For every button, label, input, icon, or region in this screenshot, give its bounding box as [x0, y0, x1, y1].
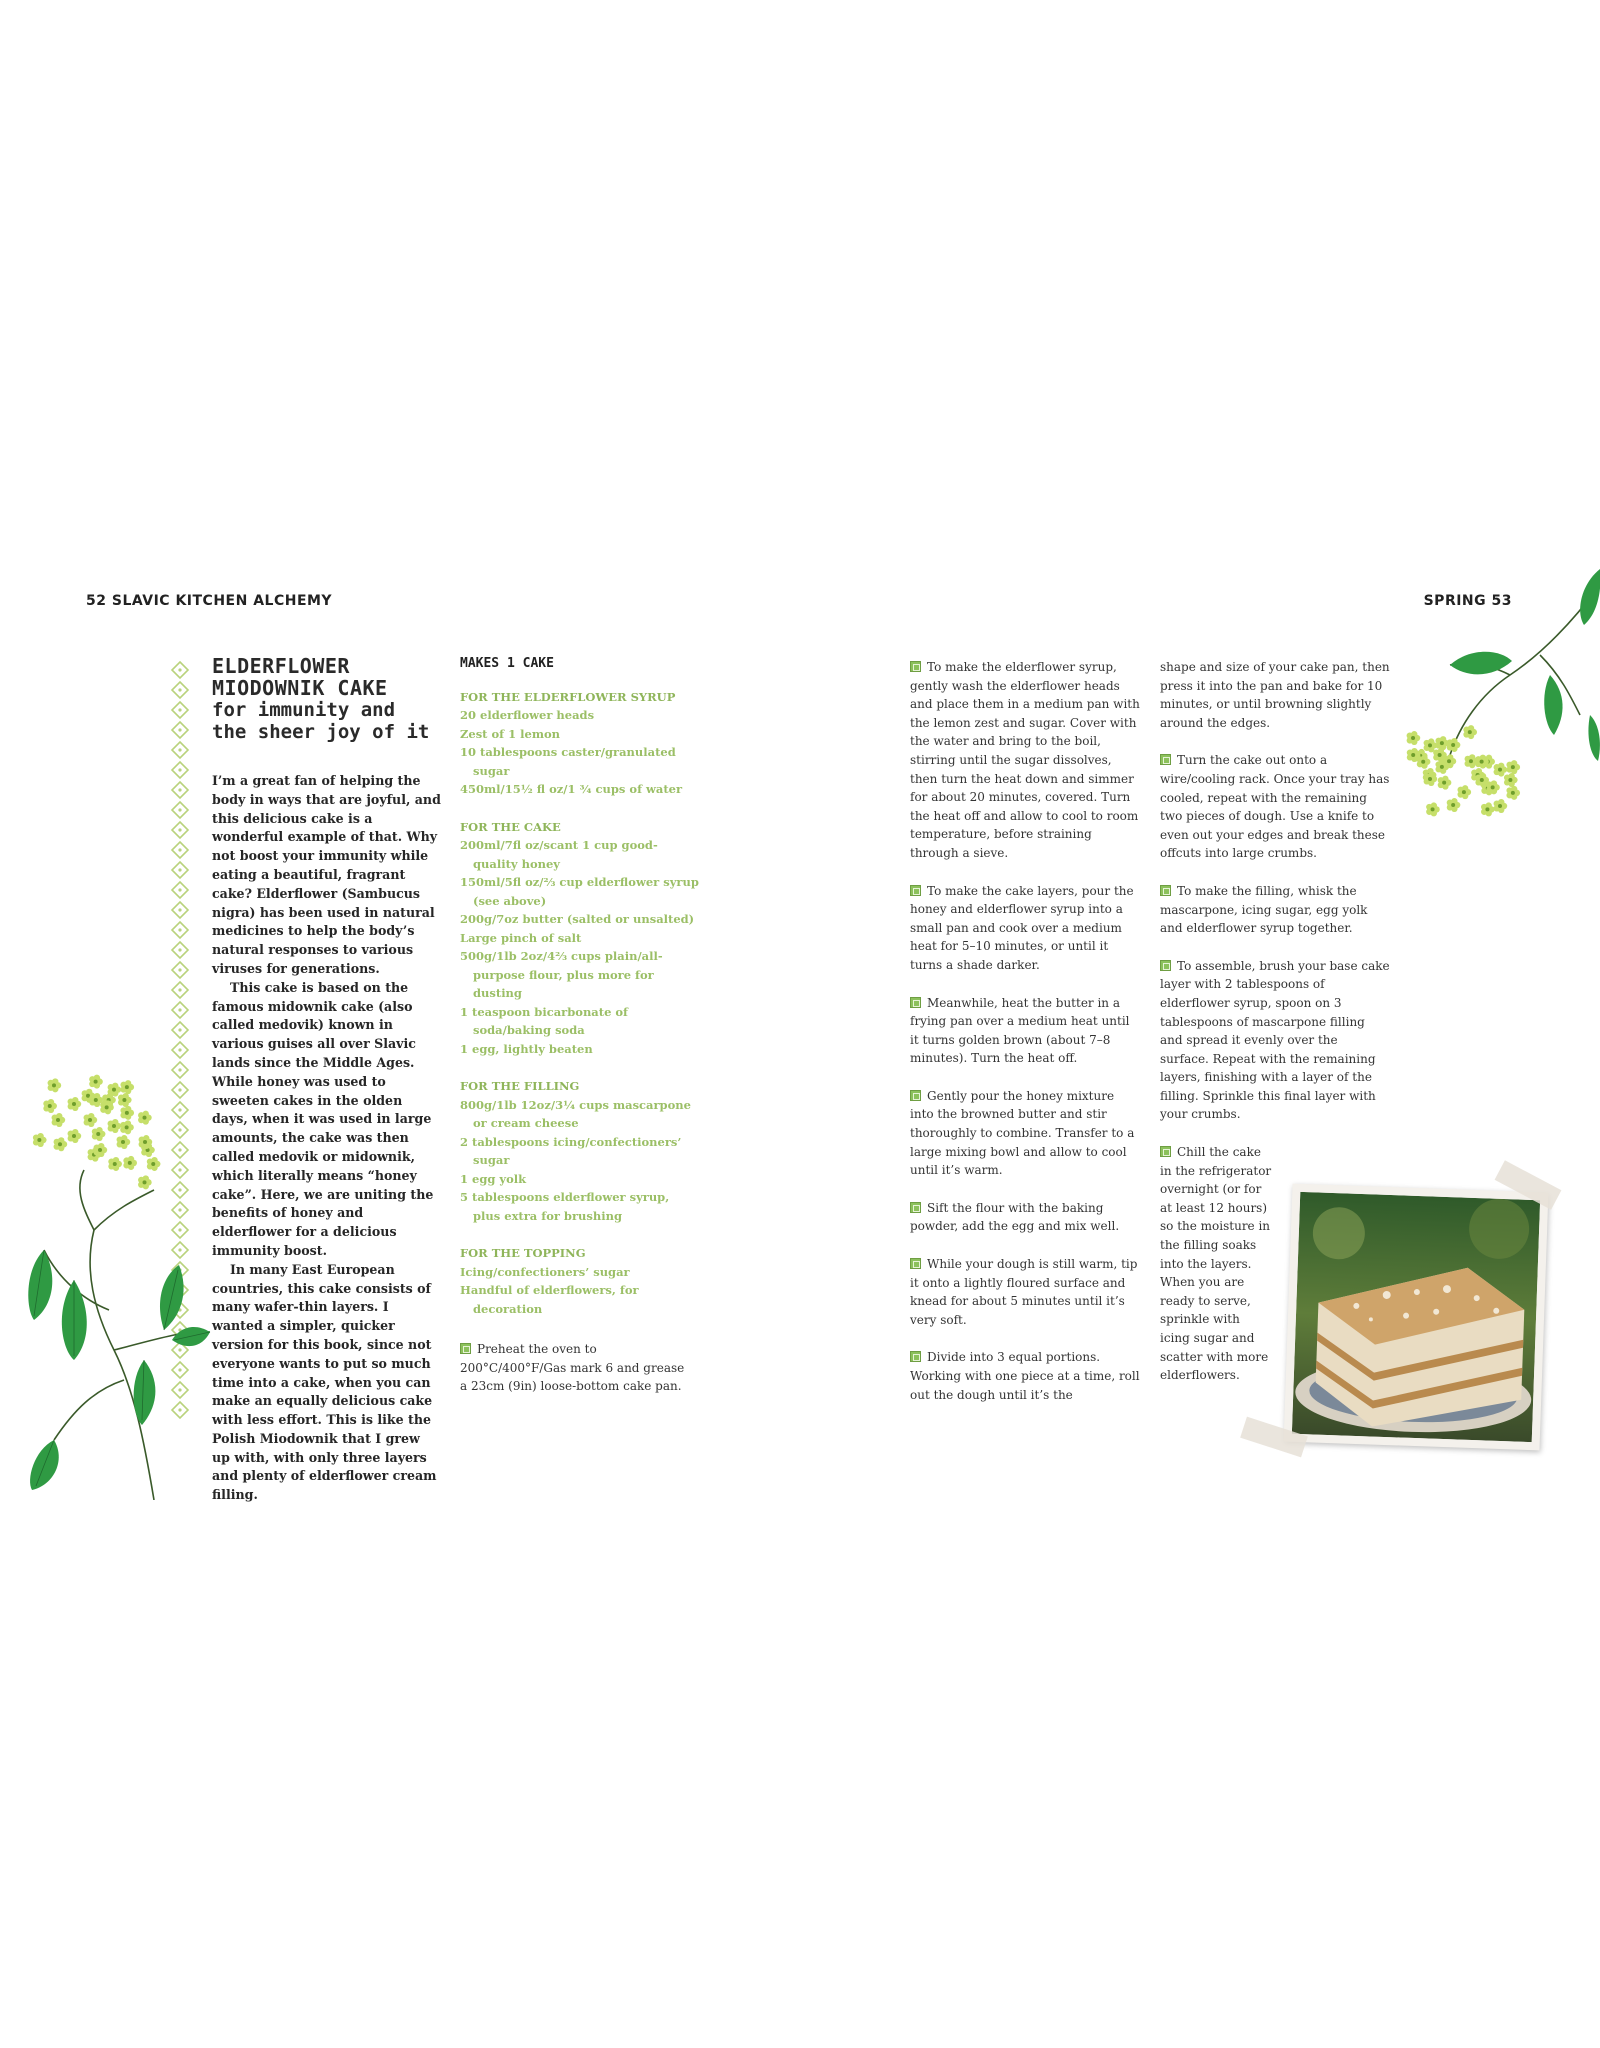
title-line-3: for immunity and: [212, 699, 396, 721]
elderflower-blossom-icon: [94, 1143, 108, 1157]
ingredient-item: 1 egg yolk: [460, 1171, 527, 1186]
method-step: Turn the cake out onto a wire/cooling rack. Once your tray has cooled, repeat with the remaining two pieces of dough. Use a knife to even out your edges and break these offcuts into large crumbs.: [1160, 753, 1390, 861]
diamond-dot-icon: [178, 748, 181, 751]
elderflower-blossom-icon: [120, 1106, 134, 1120]
method-step: To make the filling, whisk the mascarpone, icing sugar, egg yolk and elderflower syrup together.: [1160, 883, 1368, 936]
method-step: Meanwhile, heat the butter in a frying pan over a medium heat until it turns golden brown (about 7–8 minutes). Turn the heat off.: [910, 995, 1130, 1066]
elderflower-blossom-icon: [52, 1113, 66, 1127]
diamond-dot-icon: [178, 1028, 181, 1031]
diamond-dot-icon: [178, 828, 181, 831]
step-bullet-icon: [1160, 754, 1171, 765]
diamond-dot-icon: [178, 788, 181, 791]
elderflower-blossom-icon: [68, 1097, 82, 1111]
diamond-dot-icon: [178, 1048, 181, 1051]
ingredient-item: Large pinch of salt: [460, 930, 582, 945]
leaf-icon: [134, 1360, 156, 1425]
elderflower-blossom-icon: [138, 1175, 152, 1189]
method-step: While your dough is still warm, tip it onto a lightly floured surface and knead for about 5 minutes until it’s very soft.: [910, 1257, 1138, 1327]
step-bullet-icon: [910, 1090, 921, 1101]
ingredients-list: [460, 655, 700, 1337]
diamond-dot-icon: [178, 728, 181, 731]
ingredient-item: 500g/1lb 2oz/4⅔ cups plain/all-purpose flour, plus more for dusting: [460, 949, 663, 1000]
intro-text: [212, 772, 442, 1505]
elderflower-branch-illustration-right: [1390, 565, 1600, 845]
elderflower-blossom-icon: [68, 1129, 82, 1143]
title-line-2: MIODOWNIK CAKE: [212, 676, 388, 700]
ingredient-group-heading: FOR THE FILLING: [460, 1079, 580, 1093]
method-step: Chill the cake in the refrigerator overnight (or for at least 12 hours) so the moisture in the filling soaks into the layers. When you are ready to serve, sprinkle with icing sugar and scatter with more elderflowers.: [1160, 1145, 1272, 1383]
running-head-right: SPRING 53: [1423, 593, 1512, 609]
elderflower-blossom-icon: [1486, 780, 1500, 794]
ingredient-group: [460, 688, 700, 799]
ingredient-item: Zest of 1 lemon: [460, 726, 561, 741]
intro-paragraph: In many East European countries, this cake consists of many wafer-thin layers. I wanted a simpler, quicker version for this book, since not everyone wants to put so much time into a cake, when you can make an equally delicious cake with less effort. This is like the Polish Miodownik that I grew up with, with only three layers and plenty of elderflower cream filling.: [212, 1261, 437, 1503]
ingredient-item: 450ml/15½ fl oz/1 ¾ cups of water: [460, 782, 683, 796]
ingredient-item: Icing/confectioners’ sugar: [460, 1264, 630, 1279]
method-step: Preheat the oven to 200°C/400°F/Gas mark 6 and grease a 23cm (9in) loose-bottom cake pan.: [460, 1342, 685, 1394]
ingredient-group: [460, 818, 700, 1059]
elderflower-blossom-icon: [108, 1157, 122, 1171]
diamond-dot-icon: [178, 768, 181, 771]
method-step: To make the cake layers, pour the honey and elderflower syrup into a small pan and cook over a medium heat for 5–10 minutes, or until it turns a shade darker.: [910, 883, 1134, 972]
elderflower-blossom-icon: [1506, 786, 1520, 800]
ingredient-group: [460, 1077, 700, 1225]
elderflower-blossom-icon: [54, 1137, 68, 1151]
step-bullet-icon: [1160, 960, 1171, 971]
elderflower-blossom-icon: [1457, 785, 1471, 799]
diamond-dot-icon: [178, 668, 181, 671]
elderflower-blossom-icon: [1447, 798, 1461, 812]
diamond-dot-icon: [178, 968, 181, 971]
ingredient-group-heading: FOR THE CAKE: [460, 819, 561, 834]
diamond-dot-icon: [178, 908, 181, 911]
elderflower-blossom-icon: [138, 1111, 152, 1125]
title-line-1: ELDERFLOWER: [212, 654, 350, 678]
elderflower-blossom-icon: [33, 1133, 47, 1147]
elderflower-blossom-icon: [1438, 776, 1452, 790]
running-head-left: 52 SLAVIC KITCHEN ALCHEMY: [86, 593, 333, 609]
method-step: Divide into 3 equal portions. Working with one piece at a time, roll out the dough until it’s the: [910, 1350, 1140, 1402]
elderflower-branch-illustration-left: [14, 1060, 214, 1500]
step-bullet-icon: [910, 661, 921, 672]
ingredient-group-heading: FOR THE ELDERFLOWER SYRUP: [460, 689, 676, 704]
method-step: To make the elderflower syrup, gently wash the elderflower heads and place them in a medium pan with the lemon zest and sugar. Cover with the water and bring to the boil, stirring until the sugar dissolves, then turn the heat down and simmer for about 20 minutes, covered. Turn the heat off and allow to cool to room temperature, before straining through a sieve.: [910, 660, 1140, 860]
ingredient-group: [460, 1244, 700, 1318]
ingredient-group-heading: FOR THE TOPPING: [460, 1246, 586, 1260]
elderflower-blossom-icon: [1463, 725, 1477, 739]
diamond-dot-icon: [178, 868, 181, 871]
elderflower-blossom-icon: [120, 1120, 134, 1134]
diamond-dot-icon: [178, 948, 181, 951]
leaf-icon: [28, 1250, 52, 1320]
elderflower-blossom-icon: [108, 1083, 122, 1097]
ingredient-item: Handful of elderflowers, for decoration: [460, 1283, 639, 1316]
elderflower-blossom-icon: [117, 1135, 131, 1149]
diamond-dot-icon: [178, 888, 181, 891]
yield-label: MAKES 1 CAKE: [460, 656, 554, 671]
step-bullet-icon: [910, 1351, 921, 1362]
step-bullet-icon: [460, 1343, 471, 1354]
elderflower-blossom-icon: [1494, 799, 1508, 813]
elderflower-blossom-icon: [1407, 731, 1421, 745]
step-bullet-icon: [910, 1202, 921, 1213]
elderflower-blossom-icon: [1494, 763, 1508, 777]
method-step-continued: shape and size of your cake pan, then press it into the pan and bake for 10 minutes, or until browning slightly around the edges.: [1160, 660, 1390, 730]
elderflower-blossom-icon: [147, 1157, 161, 1171]
step-bullet-icon: [1160, 1146, 1171, 1157]
step-bullet-icon: [910, 885, 921, 896]
leaf-icon: [1544, 675, 1562, 735]
title-line-4: the sheer joy of it: [212, 721, 430, 743]
ingredient-item: 1 egg, lightly beaten: [460, 1041, 593, 1056]
elderflower-blossom-icon: [1426, 802, 1440, 816]
elderflower-blossom-icon: [1481, 802, 1495, 816]
elderflower-blossom-icon: [118, 1093, 132, 1107]
diamond-dot-icon: [178, 928, 181, 931]
method-column-1: [460, 1340, 692, 1415]
cake-photo-image: [1292, 1192, 1540, 1442]
elderflower-blossom-icon: [123, 1156, 137, 1170]
ingredient-item: 1 teaspoon bicarbonate of soda/baking soda: [460, 1004, 629, 1037]
elderflower-blossom-icon: [43, 1099, 57, 1113]
elderflower-blossom-icon: [108, 1119, 122, 1133]
ingredient-item: 200g/7oz butter (salted or unsalted): [460, 912, 695, 926]
diamond-dot-icon: [178, 808, 181, 811]
leaf-icon: [1588, 715, 1600, 761]
leaf-icon: [1580, 569, 1600, 625]
step-bullet-icon: [910, 1258, 921, 1269]
intro-paragraph: This cake is based on the famous midownik cake (also called medovik) known in various guises all over Slavic lands since the Middle Ages. While honey was used to sweeten cakes in the olden days, when it was used in large amounts, the cake was then called medovik or midownik, which literally means “honey cake”. Here, we are uniting the benefits of honey and elderflower for a delicious immunity boost.: [212, 979, 434, 1258]
method-step: Sift the flour with the baking powder, add the egg and mix well.: [910, 1200, 1120, 1234]
diamond-dot-icon: [178, 708, 181, 711]
step-bullet-icon: [1160, 885, 1171, 896]
intro-paragraph: I’m a great fan of helping the body in ways that are joyful, and this delicious cake is a wonderful example of that. Why not boost your immunity while eating a beautiful, fragrant cake? Elderflower (Sambucus nigra) has been used in natural medicines to help the body’s natural responses to various viruses for generations.: [212, 773, 441, 976]
ingredient-item: 5 tablespoons elderflower syrup, plus extra for brushing: [460, 1190, 670, 1223]
diamond-dot-icon: [178, 1008, 181, 1011]
elderflower-blossom-icon: [89, 1075, 103, 1089]
elderflower-blossom-icon: [92, 1127, 106, 1141]
method-step: Gently pour the honey mixture into the browned butter and stir thoroughly to combine. Transfer to a large mixing bowl and allow to cool until it’s warm.: [910, 1088, 1135, 1178]
diamond-dot-icon: [178, 988, 181, 991]
elderflower-blossom-icon: [1506, 760, 1520, 774]
elderflower-blossom-icon: [120, 1080, 134, 1094]
cake-photo: [1284, 1184, 1549, 1451]
step-bullet-icon: [910, 997, 921, 1008]
ingredient-item: 800g/1lb 12oz/3¼ cups mascarpone or cream cheese: [460, 1097, 691, 1130]
ingredient-item: 2 tablespoons icing/confectioners’ sugar: [460, 1134, 682, 1167]
ingredient-item: 200ml/7fl oz/scant 1 cup good-quality honey: [460, 838, 658, 871]
ingredient-item: 150ml/5fl oz/⅔ cup elderflower syrup (see above): [460, 875, 699, 908]
elderflower-blossom-icon: [1504, 773, 1518, 787]
elderflower-blossom-icon: [84, 1113, 98, 1127]
diamond-dot-icon: [178, 848, 181, 851]
recipe-title: [212, 655, 442, 743]
ingredient-item: 10 tablespoons caster/granulated sugar: [460, 745, 676, 778]
diamond-dot-icon: [178, 688, 181, 691]
elderflower-blossom-icon: [48, 1078, 62, 1092]
method-column-2: [910, 658, 1140, 1423]
method-step: To assemble, brush your base cake layer with 2 tablespoons of elderflower syrup, spoon on 3 tablespoons of mascarpone filling and spread it evenly over the surface. Repeat with the remaining layers, finishing with a layer of the filling. Sprinkle this final layer with your crumbs.: [1160, 958, 1390, 1122]
elderflower-blossom-icon: [1447, 738, 1461, 752]
ingredient-item: 20 elderflower heads: [460, 708, 595, 722]
